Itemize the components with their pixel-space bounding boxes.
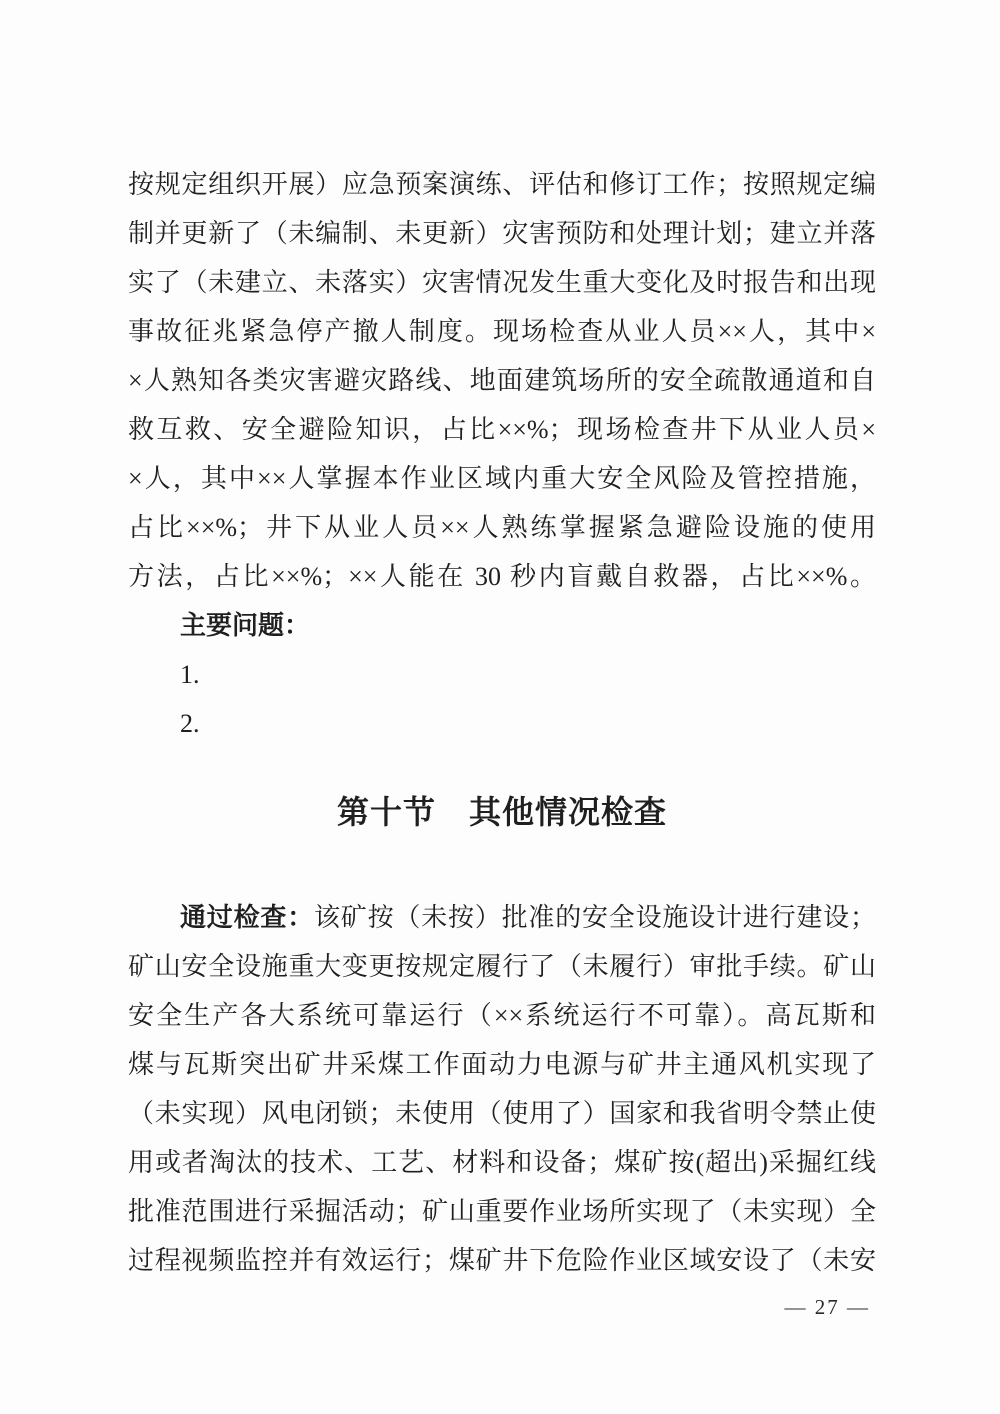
paragraph-line: 矿山安全设施重大变更按规定履行了（未履行）审批手续。矿山 (128, 952, 876, 981)
paragraph-line: 煤与瓦斯突出矿井采煤工作面动力电源与矿井主通风机实现了 (128, 1050, 876, 1079)
paragraph-line: 过程视频监控并有效运行；煤矿井下危险作业区域安设了（未安 (128, 1246, 876, 1275)
paragraph-line (128, 893, 876, 942)
paragraph-line: 批准范围进行采掘活动；矿山重要作业场所实现了（未实现）全 (128, 1197, 876, 1226)
paragraph-line: 安全生产各大系统可靠运行（××系统运行不可靠）。高瓦斯和 (128, 1001, 876, 1030)
issue-list-item: 2. (180, 709, 200, 738)
paragraph-line: 实了（未建立、未落实）灾害情况发生重大变化及时报告和出现 (128, 268, 876, 297)
section-heading: 第十节 其他情况检查 (336, 794, 667, 830)
page-content (128, 160, 876, 1285)
paragraph-line: （未实现）风电闭锁；未使用（使用了）国家和我省明令禁止使 (128, 1099, 876, 1128)
paragraph-line: 用或者淘汰的技术、工艺、材料和设备；煤矿按(超出)采掘红线 (128, 1148, 876, 1177)
paragraph-line: 事故征兆紧急停产撤人制度。现场检查从业人员××人，其中× (128, 317, 876, 346)
paragraph-line: 按规定组织开展）应急预案演练、评估和修订工作；按照规定编 (128, 170, 876, 199)
paragraph-line: 方法，占比××%；××人能在 30 秒内盲戴自救器，占比××%。 (128, 562, 876, 591)
paragraph-line: 救互救、安全避险知识，占比××%；现场检查井下从业人员× (128, 415, 876, 444)
paragraph-line: 占比××%；井下从业人员××人熟练掌握紧急避险设施的使用 (128, 513, 876, 542)
paragraph-line: ×人，其中××人掌握本作业区域内重大安全风险及管控措施， (128, 464, 876, 493)
paragraph-lead-label: 通过检查： (180, 902, 314, 932)
page-number: — 27 — (784, 1295, 870, 1319)
paragraph-line: ×人熟知各类灾害避灾路线、地面建筑场所的安全疏散通道和自 (128, 366, 876, 395)
issue-list-item: 1. (180, 660, 200, 689)
issues-subheading: 主要问题： (180, 610, 311, 640)
paragraph-lead-text: 该矿按（未按）批准的安全设施设计进行建设； (314, 903, 876, 932)
paragraph-line: 制并更新了（未编制、未更新）灾害预防和处理计划；建立并落 (128, 219, 876, 248)
